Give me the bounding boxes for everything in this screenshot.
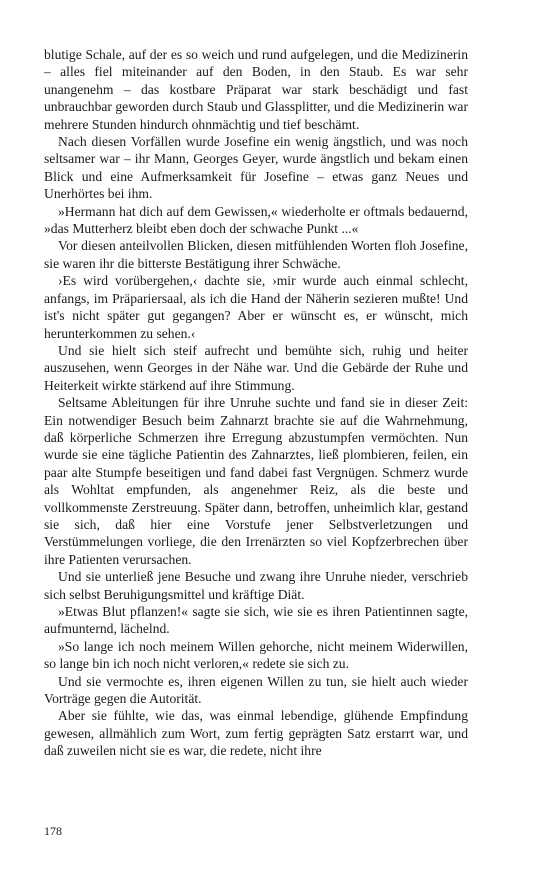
paragraph: Aber sie fühlte, wie das, was einmal lebendige, glühende Empfindung gewesen, allmählich zum Wort, zum fertig geprägten Satz erstarrt war, und daß zuweilen nicht sie es war, die redete, nicht ihre	[44, 708, 468, 759]
paragraph: Nach diesen Vorfällen wurde Josefine ein wenig ängstlich, und was noch seltsamer war – ihr Mann, Georges Geyer, wurde ängstlich und bekam einen Blick und eine Aufmerksamkeit für Josefine – etwas ganz Neues und Unerhörtes bei ihm.	[44, 134, 468, 202]
paragraph: Und sie unterließ jene Besuche und zwang ihre Unruhe nieder, verschrieb sich selbst Beruhigungsmittel und kräftige Diät.	[44, 569, 468, 602]
paragraph: Seltsame Ableitungen für ihre Unruhe suchte und fand sie in dieser Zeit: Ein notwendiger Besuch beim Zahnarzt brachte sie auf die Wahrnehmung, daß körperliche Schmerzen ihre Erregung abzustumpfen vermöchten. Nun wurde sie eine tägliche Patientin des Zahnarztes, ließ plombieren, feilen, ein paar alte Stumpfe beseitigen und fand dabei fast Vergnügen. Schmerz wurde als Wohltat empfunden, als angenehmer Reiz, als die beste und vollkommenste Zerstreuung. Später dann, betroffen, unheimlich klar, gestand sie sich, daß hier eine Vorstufe jener Selbstverletzungen und Verstümmelungen vorliege, die den Irrenärzten so viel Kopfzerbrechen über ihre Patienten verursachen.	[44, 395, 468, 567]
paragraph: Vor diesen anteilvollen Blicken, diesen mitfühlenden Worten floh Josefine, sie waren ihr die bitterste Bestätigung ihrer Schwäche.	[44, 238, 468, 271]
page-number: 178	[44, 824, 62, 838]
paragraph: »Etwas Blut pflanzen!« sagte sie sich, wie sie es ihren Patientinnen sagte, aufmunternd, lächelnd.	[44, 604, 468, 637]
paragraph: »So lange ich noch meinem Willen gehorche, nicht meinem Widerwillen, so lange bin ich noch nicht verloren,« redete sie sich zu.	[44, 638, 468, 672]
paragraph: Und sie hielt sich steif aufrecht und bemühte sich, ruhig und heiter auszusehen, wenn Georges in der Nähe war. Und die Gebärde der Ruhe und Heiterkeit wirkte stärkend auf ihre Stimmung.	[44, 342, 468, 393]
paragraph: »Hermann hat dich auf dem Gewissen,« wiederholte er oftmals bedauernd, »das Mutterherz bleibt eben doch der schwache Punkt ...«	[44, 203, 468, 237]
book-page-text	[44, 46, 468, 760]
paragraph-continuation: blutige Schale, auf der es so weich und rund aufgelegen, und die Medizinerin – alles fiel miteinander auf den Boden, in den Staub. Es war sehr unangenehm – das kostbare Präparat war stark beschädigt und fast unbrauchbar geworden durch Staub und Glassplitter, und die Medizinerin war mehrere Stunden hindurch ohnmächtig und tief beschämt.	[44, 47, 468, 132]
paragraph: ›Es wird vorübergehen,‹ dachte sie, ›mir wurde auch einmal schlecht, anfangs, im Präpariersaal, als ich die Hand der Näherin sezieren mußte! Und ist's nicht später gut gegangen? Aber er wünscht es, er wünscht, mich herunterkommen zu sehen.‹	[44, 273, 468, 341]
paragraph: Und sie vermochte es, ihren eigenen Willen zu tun, sie hielt auch wieder Vorträge gegen die Autorität.	[44, 673, 468, 707]
